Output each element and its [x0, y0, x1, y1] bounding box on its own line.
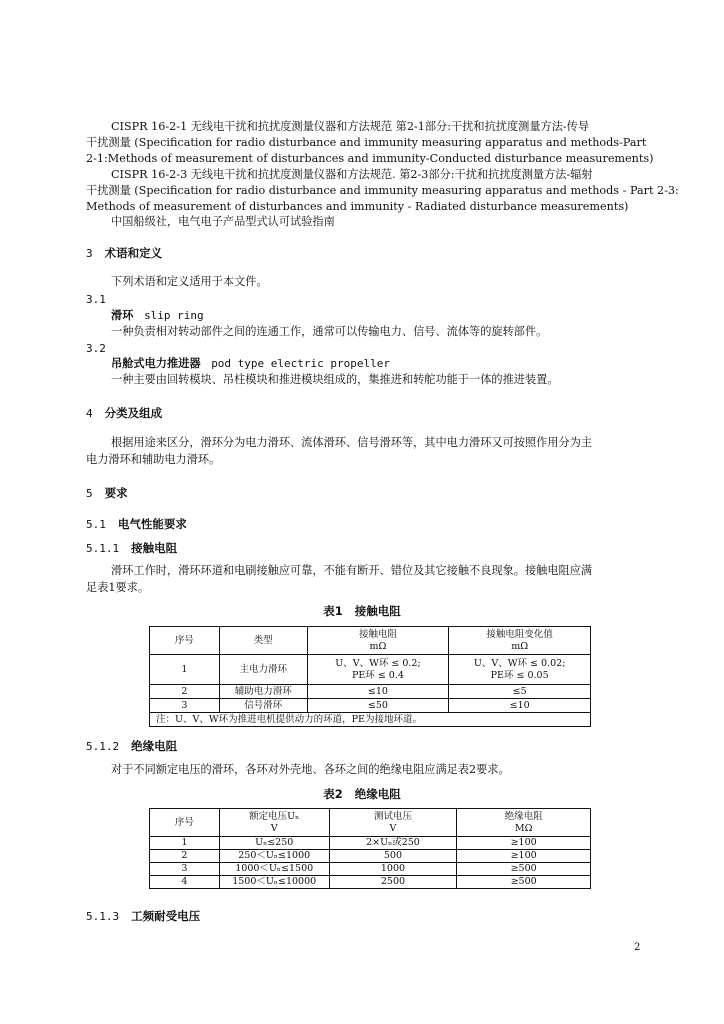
header-insulation-resistance: 绝缘电阻 MΩ [457, 809, 591, 837]
contact-resistance-table [149, 626, 591, 727]
section-number: 5.1.1 [86, 542, 120, 555]
caption-number: 表1 [323, 604, 343, 618]
section-title: 工频耐受电压 [131, 909, 201, 923]
section-5-1-3-heading [86, 908, 200, 924]
ref-cispr-16-2-3-line1: CISPR 16-2-3 无线电干扰和抗扰度测量仪器和方法规范. 第2-3部分:干扰和抗扰度测量方法-辐射 [111, 168, 593, 181]
section-title: 电气性能要求 [117, 517, 187, 531]
table-row: 4 1500＜Uₙ≤10000 2500 ≥500 [150, 876, 591, 889]
ref-ccs-guide: 中国船级社，电气电子产品型式认可试验指南 [111, 215, 335, 228]
table-row: 1 Uₙ≤250 2×Uₙ或250 ≥100 [150, 837, 591, 850]
section-number: 5.1 [86, 518, 106, 531]
term-3-2-number: 3.2 [86, 342, 106, 355]
header-no: 序号 [150, 627, 220, 655]
term-3-2 [111, 357, 390, 371]
header-no: 序号 [150, 809, 220, 837]
section-title: 分类及组成 [104, 406, 163, 420]
term-english: pod type electric propeller [211, 357, 390, 370]
header-type: 类型 [219, 627, 307, 655]
section-4-text-line2: 电力滑环和辅助电力滑环。 [86, 453, 221, 466]
table-row: 2 辅助电力滑环 ≤10 ≤5 [150, 685, 591, 699]
section-5-1-1-heading [86, 540, 177, 556]
ref-cispr-16-2-3-line2: 干扰测量 (Specification for radio disturbance and immunity measuring apparatus and methods - Part 2-3: [86, 184, 679, 197]
table-row: 1 主电力滑环 U、V、W环 ≤ 0.2; PE环 ≤ 0.4 U、V、W环 ≤ 0.02; PE环 ≤ 0.05 [150, 655, 591, 685]
caption-title: 接触电阻 [354, 604, 401, 618]
section-title: 绝缘电阻 [131, 739, 178, 753]
table-header-row [150, 809, 591, 837]
section-3-intro: 下列术语和定义适用于本文件。 [111, 275, 268, 288]
section-5-1-2-heading [86, 738, 177, 754]
term-3-1-number: 3.1 [86, 293, 106, 306]
section-number: 3 [86, 247, 93, 260]
ref-cispr-16-2-1-line3: 2-1:Methods of measurement of disturbances and immunity-Conducted disturbance measurements) [86, 152, 654, 165]
table-note-row [150, 713, 591, 727]
table-header-row [150, 627, 591, 655]
term-3-1 [111, 309, 204, 323]
ref-cispr-16-2-1-line1: CISPR 16-2-1 无线电干扰和抗扰度测量仪器和方法规范 第2-1部分:干扰和抗扰度测量方法-传导 [111, 120, 590, 133]
table-row: 2 250＜Uₙ≤1000 500 ≥100 [150, 850, 591, 863]
table-row: 3 1000＜Uₙ≤1500 1000 ≥500 [150, 863, 591, 876]
section-4-text-line1: 根据用途来区分，滑环分为电力滑环、流体滑环、信号滑环等，其中电力滑环又可按照作用分为主 [111, 436, 593, 449]
section-5-1-2-text: 对于不同额定电压的滑环，各环对外壳地、各环之间的绝缘电阻应满足表2要求。 [111, 763, 510, 776]
header-test-voltage: 测试电压 V [329, 809, 457, 837]
section-5-1-1-text-line1: 滑环工作时，滑环环道和电刷接触应可靠，不能有断开、错位及其它接触不良现象。接触电阻应满 [111, 564, 593, 577]
page-number: 2 [634, 942, 641, 953]
table-note: 注：U、V、W环为推进电机提供动力的环道，PE为接地环道。 [150, 713, 591, 727]
term-3-2-definition: 一种主要由回转模块、吊柱模块和推进模块组成的，集推进和转舵功能于一体的推进装置。 [111, 373, 559, 386]
ref-cispr-16-2-1-line2: 干扰测量 (Specification for radio disturbance and immunity measuring apparatus and methods-Part [86, 136, 647, 149]
term-3-1-definition: 一种负责相对转动部件之间的连通工作，通常可以传输电力、信号、流体等的旋转部件。 [111, 325, 548, 338]
caption-number: 表2 [323, 787, 343, 801]
table-1-caption [0, 603, 724, 619]
term-name: 滑环 [111, 309, 134, 322]
section-title: 接触电阻 [131, 541, 178, 555]
section-5-heading [86, 485, 128, 501]
section-title: 要求 [104, 486, 128, 500]
section-5-1-1-text-line2: 足表1要求。 [86, 581, 150, 594]
term-name: 吊舱式电力推进器 [111, 357, 201, 370]
section-title: 术语和定义 [104, 246, 163, 260]
term-english: slip ring [144, 309, 204, 322]
section-number: 5.1.2 [86, 740, 120, 753]
ref-cispr-16-2-3-line3: Methods of measurement of disturbances and immunity - Radiated disturbance measurements) [86, 200, 629, 213]
header-contact-resistance: 接触电阻 mΩ [307, 627, 449, 655]
header-resistance-variation: 接触电阻变化值 mΩ [449, 627, 591, 655]
section-4-heading [86, 405, 162, 421]
table-row: 3 信号滑环 ≤50 ≤10 [150, 699, 591, 713]
caption-title: 绝缘电阻 [354, 787, 401, 801]
table-2-caption [0, 786, 724, 802]
section-number: 4 [86, 407, 93, 420]
section-number: 5.1.3 [86, 910, 120, 923]
section-5-1-heading [86, 516, 187, 532]
insulation-resistance-table [149, 808, 591, 889]
header-rated-voltage: 额定电压Uₙ V [219, 809, 329, 837]
section-3-heading [86, 245, 162, 261]
section-number: 5 [86, 487, 93, 500]
